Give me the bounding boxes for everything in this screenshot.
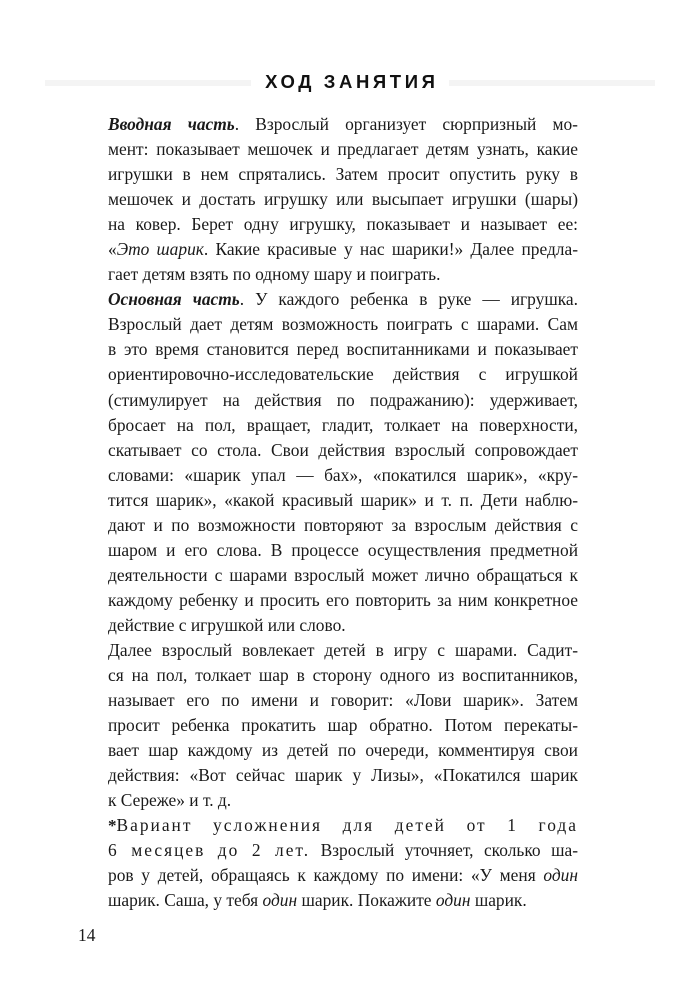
text-run-bold-italic: Вводная часть xyxy=(108,114,235,134)
page-number: 14 xyxy=(78,925,96,945)
text-line: вает шар каждому из детей по очереди, комментируя свои xyxy=(108,740,578,761)
text-line: шаром и его слова. В процессе осуществления предметной xyxy=(108,539,578,560)
text-line: Далее взрослый вовлекает детей в игру с шарами. Садит- xyxy=(108,639,578,660)
text-line: 6 месяцев до 2 лет. Взрослый уточняет, сколько ша- xyxy=(108,840,578,861)
text-line: ров у детей, обращаясь к каждому по имени: «У меня один xyxy=(108,865,578,886)
text-line: дают и по возможности повторяют за взрослым действия с xyxy=(108,514,578,535)
paragraph-main xyxy=(78,287,578,638)
text-run-star: * xyxy=(108,816,117,836)
text-line: гает детям взять по одному шару и поиграть. xyxy=(108,264,441,285)
text-line: деятельности с шарами взрослый может лично обращаться к xyxy=(108,564,578,585)
text-line: просит ребенка прокатить шар обратно. Потом перекаты- xyxy=(108,715,578,736)
text-line: шарик. Саша, у тебя один шарик. Покажите один шарик. xyxy=(108,890,527,911)
text-run-bold-italic: Основная часть xyxy=(108,289,240,310)
section-heading xyxy=(0,68,700,96)
body-text xyxy=(78,112,578,914)
text-run-italic: один xyxy=(543,865,578,886)
text-line: мент: показывает мешочек и предлагает детям узнать, какие xyxy=(108,139,578,160)
text-run-spaced: Вариант усложнения для детей от 1 года xyxy=(116,815,578,836)
text-line: Взрослый дает детям возможность поиграть с шарами. Сам xyxy=(108,314,578,335)
text-line: игрушки в нем спрятались. Затем просит опустить руку в xyxy=(108,164,578,185)
text-run-italic: один xyxy=(435,890,471,911)
text-line: (стимулирует на действия по подражанию): удерживает, xyxy=(108,389,578,410)
paragraph-variant xyxy=(78,813,578,913)
text-run-spaced: 6 месяцев до 2 лет. xyxy=(108,840,311,861)
text-line: к Сереже» и т. д. xyxy=(108,790,232,811)
text-line: Вводная часть. Взрослый организует сюрпризный мо- xyxy=(108,114,578,134)
heading-rule-right xyxy=(449,80,655,86)
text-line: в это время становится перед воспитанниками и показывает xyxy=(108,339,578,360)
text-run-italic: один xyxy=(262,890,298,911)
text-line: каждому ребенку и просить его повторить за ним конкретное xyxy=(108,589,578,610)
paragraph-intro xyxy=(78,112,578,287)
text-line: действие с игрушкой или слово. xyxy=(108,614,346,635)
text-line: Основная часть. У каждого ребенка в руке — игрушка. xyxy=(108,289,578,310)
text-line: бросает на пол, вращает, гладит, толкает на поверхности, xyxy=(108,414,578,435)
text-line: ориентировочно-исследовательские действия с игрушкой xyxy=(108,364,578,385)
text-line: скатывает со стола. Свои действия взрослый сопровождает xyxy=(108,439,578,460)
paragraph-game xyxy=(78,638,578,813)
text-line: тится шарик», «какой красивый шарик» и т. п. Дети наблю- xyxy=(108,489,578,510)
text-line: называет его по имени и говорит: «Лови шарик». Затем xyxy=(108,690,578,711)
page-title: ХОД ЗАНЯТИЯ xyxy=(265,71,439,92)
text-line: действия: «Вот сейчас шарик у Лизы», «Покатился шарик xyxy=(108,765,578,786)
text-line: мешочек и достать игрушку или высыпает игрушки (шары) xyxy=(108,189,578,210)
text-line: «Это шарик. Какие красивые у нас шарики!» Далее предла- xyxy=(108,239,578,260)
text-line: словами: «шарик упал — бах», «покатился шарик», «кру- xyxy=(108,464,578,485)
text-line: на ковер. Берет одну игрушку, показывает и называет ее: xyxy=(108,214,578,235)
heading-rule-left xyxy=(45,80,251,86)
text-line: ся на пол, толкает шар в сторону одного из воспитанников, xyxy=(108,665,578,686)
text-line xyxy=(78,813,578,838)
text-run-italic: Это шарик xyxy=(116,239,204,260)
